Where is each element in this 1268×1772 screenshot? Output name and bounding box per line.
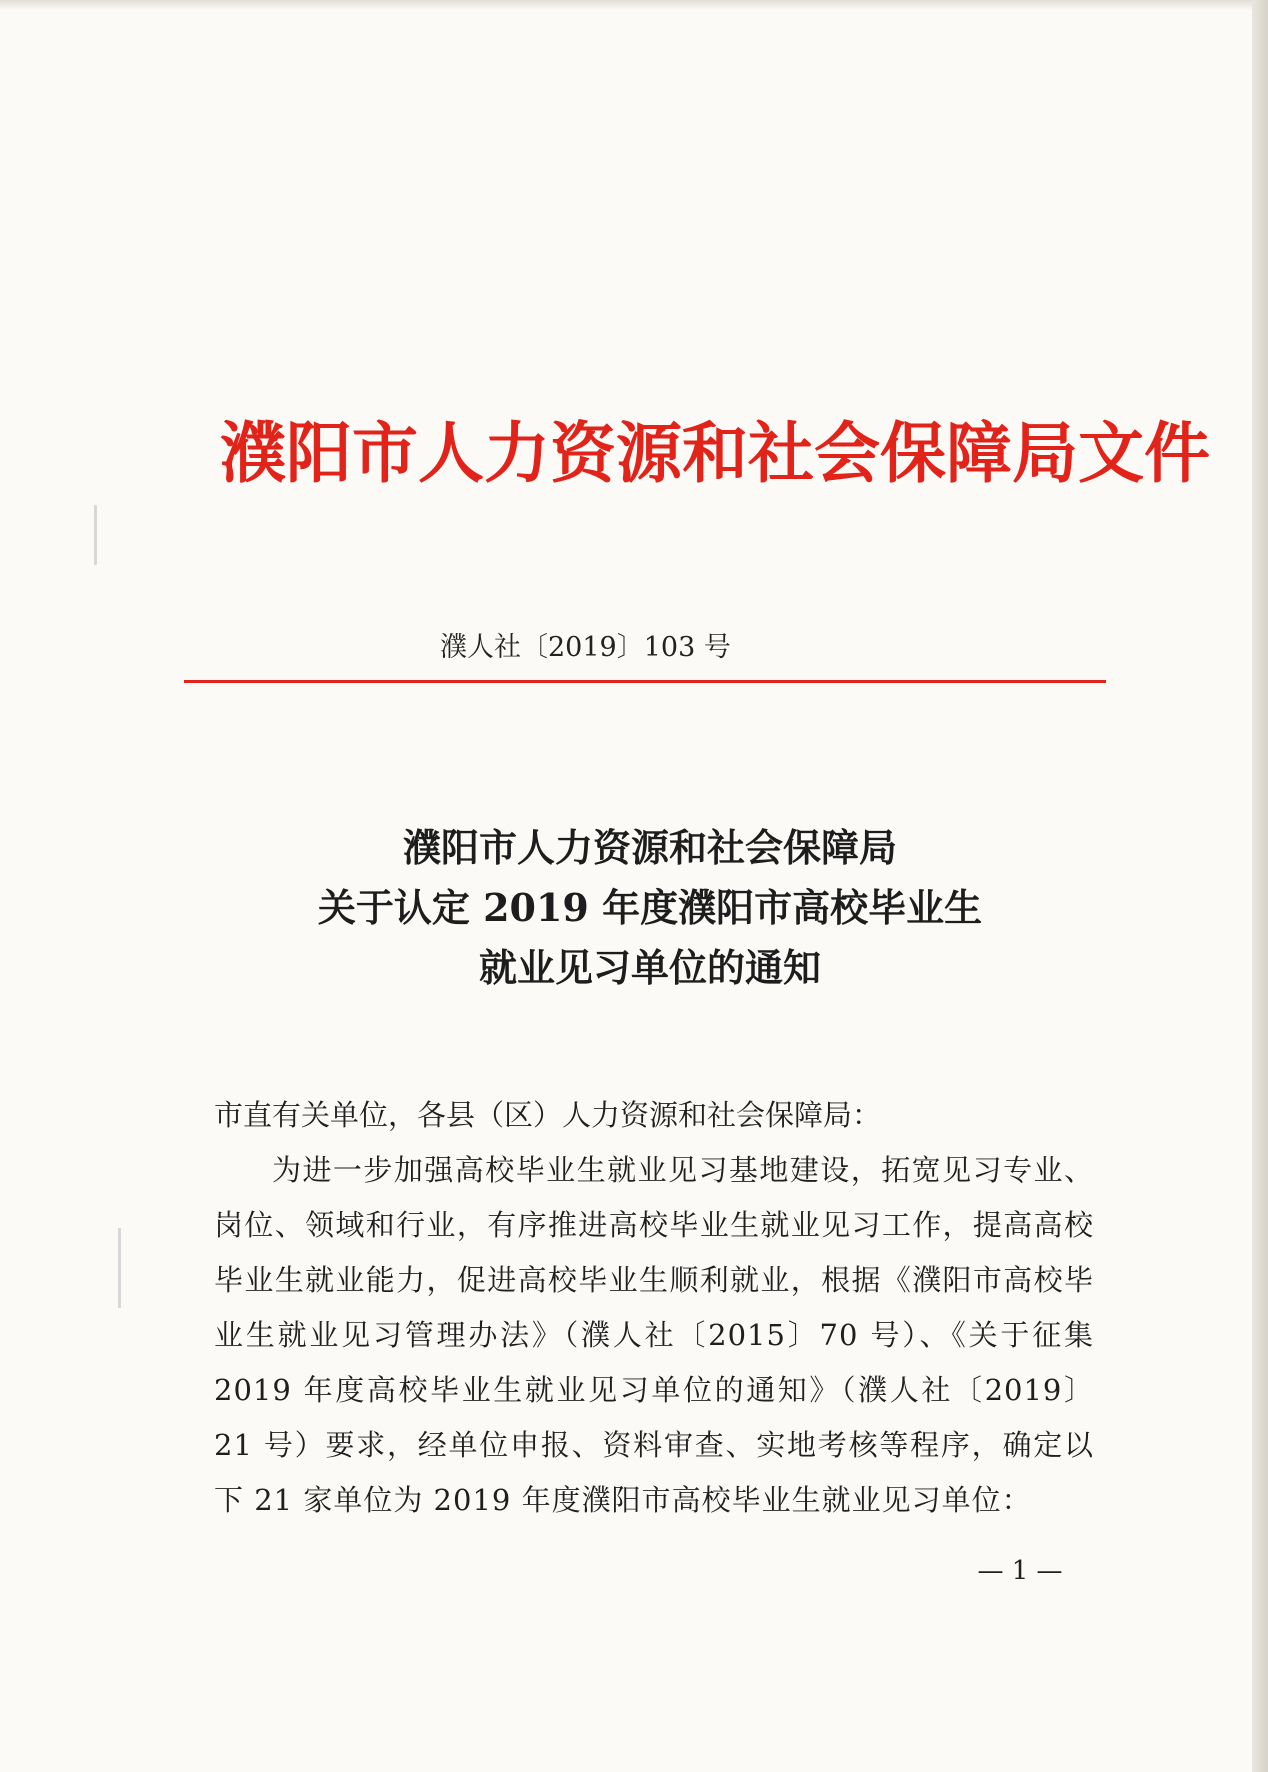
page-number: — 1 — (977, 1556, 1063, 1586)
notice-body (214, 1088, 1094, 1528)
document-number: 濮人社〔2019〕103 号 (440, 632, 731, 663)
scan-mark (118, 1228, 121, 1308)
notice-title-line: 就业见习单位的通知 (478, 945, 821, 990)
agency-header-title: 濮阳市人力资源和社会保障局文件 (220, 414, 1210, 492)
notice-title (180, 818, 1120, 998)
notice-title-line: 濮阳市人力资源和社会保障局 (402, 825, 897, 870)
scan-edge-right (1252, 0, 1268, 1772)
salutation: 市直有关单位，各县（区）人力资源和社会保障局： (214, 1098, 882, 1132)
red-divider-line (184, 680, 1106, 683)
scan-mark (94, 505, 97, 565)
notice-title-line: 关于认定 2019 年度濮阳市高校毕业生 (317, 885, 983, 930)
scan-edge-top (0, 0, 1268, 10)
body-paragraph: 为进一步加强高校毕业生就业见习基地建设，拓宽见习专业、岗位、领域和行业，有序推进高校毕业生就业见习工作，提高高校毕业生就业能力，促进高校毕业生顺利就业，根据《濮阳市高校毕业生就业见习管理办法》（濮人社〔2015〕70 号）、《关于征集 2019 年度高校毕业生就业见习单位的通知》（濮人社〔2019〕21 号）要求，经单位申报、资料审查、实地考核等程序，确定以下 21 家单位为 2019 年度濮阳市高校毕业生就业见习单位： (214, 1153, 1094, 1517)
